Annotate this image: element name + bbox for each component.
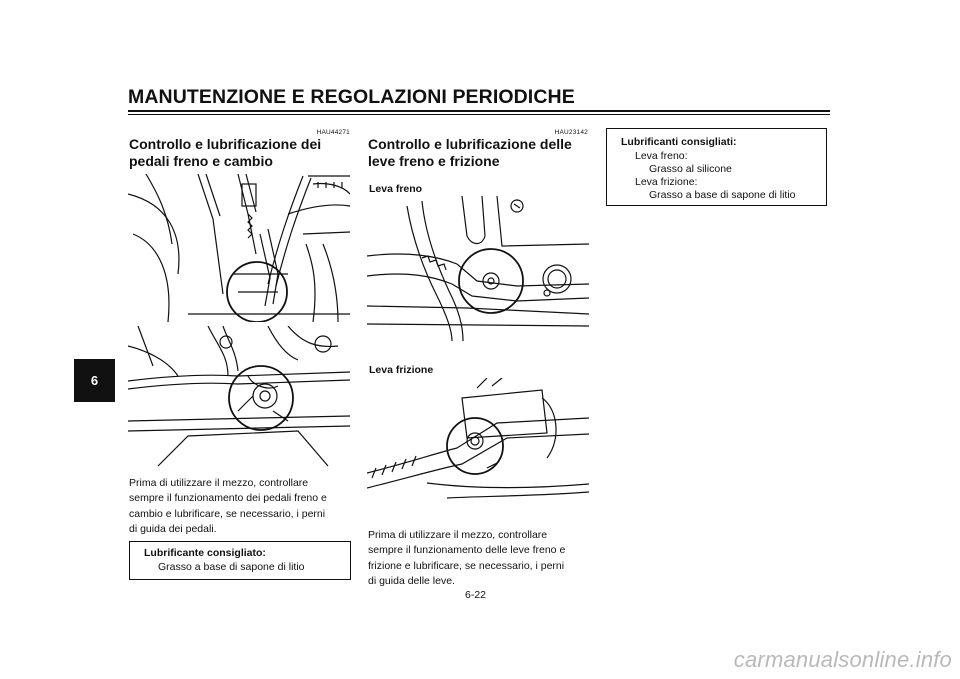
brake-pedal-illustration	[128, 174, 350, 322]
header-rule-thin	[128, 114, 830, 115]
left-paragraph-line: sempre il funzionamento dei pedali freno e	[129, 492, 327, 505]
lubricant-box-title: Lubrificante consigliato:	[144, 547, 266, 559]
left-section-title	[129, 136, 321, 170]
lubricant-box-value: Grasso a base di sapone di litio	[158, 561, 305, 573]
clutch-lever-lubricant-value: Grasso a base di sapone di litio	[649, 189, 796, 201]
left-paragraph-line: di guida dei pedali.	[129, 523, 217, 536]
clutch-lever-illustration	[367, 378, 589, 500]
middle-paragraph	[368, 528, 589, 590]
middle-title-line-2: leve freno e frizione	[368, 153, 500, 169]
brake-lever-lubricant-value: Grasso al silicone	[649, 163, 732, 175]
brake-lever-lubricant-label: Leva freno:	[635, 150, 688, 162]
section-code-middle: HAU23142	[554, 129, 588, 136]
left-paragraph-line: Prima di utilizzare il mezzo, controllare	[129, 477, 309, 489]
left-paragraph-line: cambio e lubrificare, se necessario, i perni	[129, 507, 326, 520]
middle-title-line-1: Controllo e lubrificazione delle	[368, 136, 572, 152]
clutch-lever-label: Leva frizione	[369, 364, 434, 376]
chapter-number: 6	[90, 373, 99, 388]
chapter-tab	[74, 359, 115, 402]
left-title-line-2: pedali freno e cambio	[129, 153, 273, 169]
page-title: MANUTENZIONE E REGOLAZIONI PERIODICHE	[128, 86, 575, 108]
section-code-left: HAU44271	[316, 129, 350, 136]
shift-pedal-illustration	[128, 326, 350, 469]
middle-paragraph-line: frizione e lubrificare, se necessario, i perni	[368, 559, 565, 572]
middle-paragraph-line: Prima di utilizzare il mezzo, controllare	[368, 529, 548, 541]
lubricants-box	[606, 128, 827, 206]
page-number: 6-22	[465, 589, 487, 601]
brake-lever-illustration	[367, 196, 589, 341]
brake-lever-label: Leva freno	[369, 183, 423, 195]
lubricant-box	[129, 541, 351, 580]
header-rule	[128, 110, 830, 112]
left-paragraph	[129, 476, 350, 538]
middle-paragraph-line: di guida delle leve.	[368, 575, 455, 588]
middle-section-title	[368, 136, 572, 170]
clutch-lever-lubricant-label: Leva frizione:	[635, 176, 698, 188]
left-title-line-1: Controllo e lubrificazione dei	[129, 136, 322, 152]
lubricants-box-title: Lubrificanti consigliati:	[621, 136, 737, 148]
middle-paragraph-line: sempre il funzionamento delle leve freno e	[368, 544, 566, 557]
watermark: carmanualsonline.info	[733, 647, 952, 672]
